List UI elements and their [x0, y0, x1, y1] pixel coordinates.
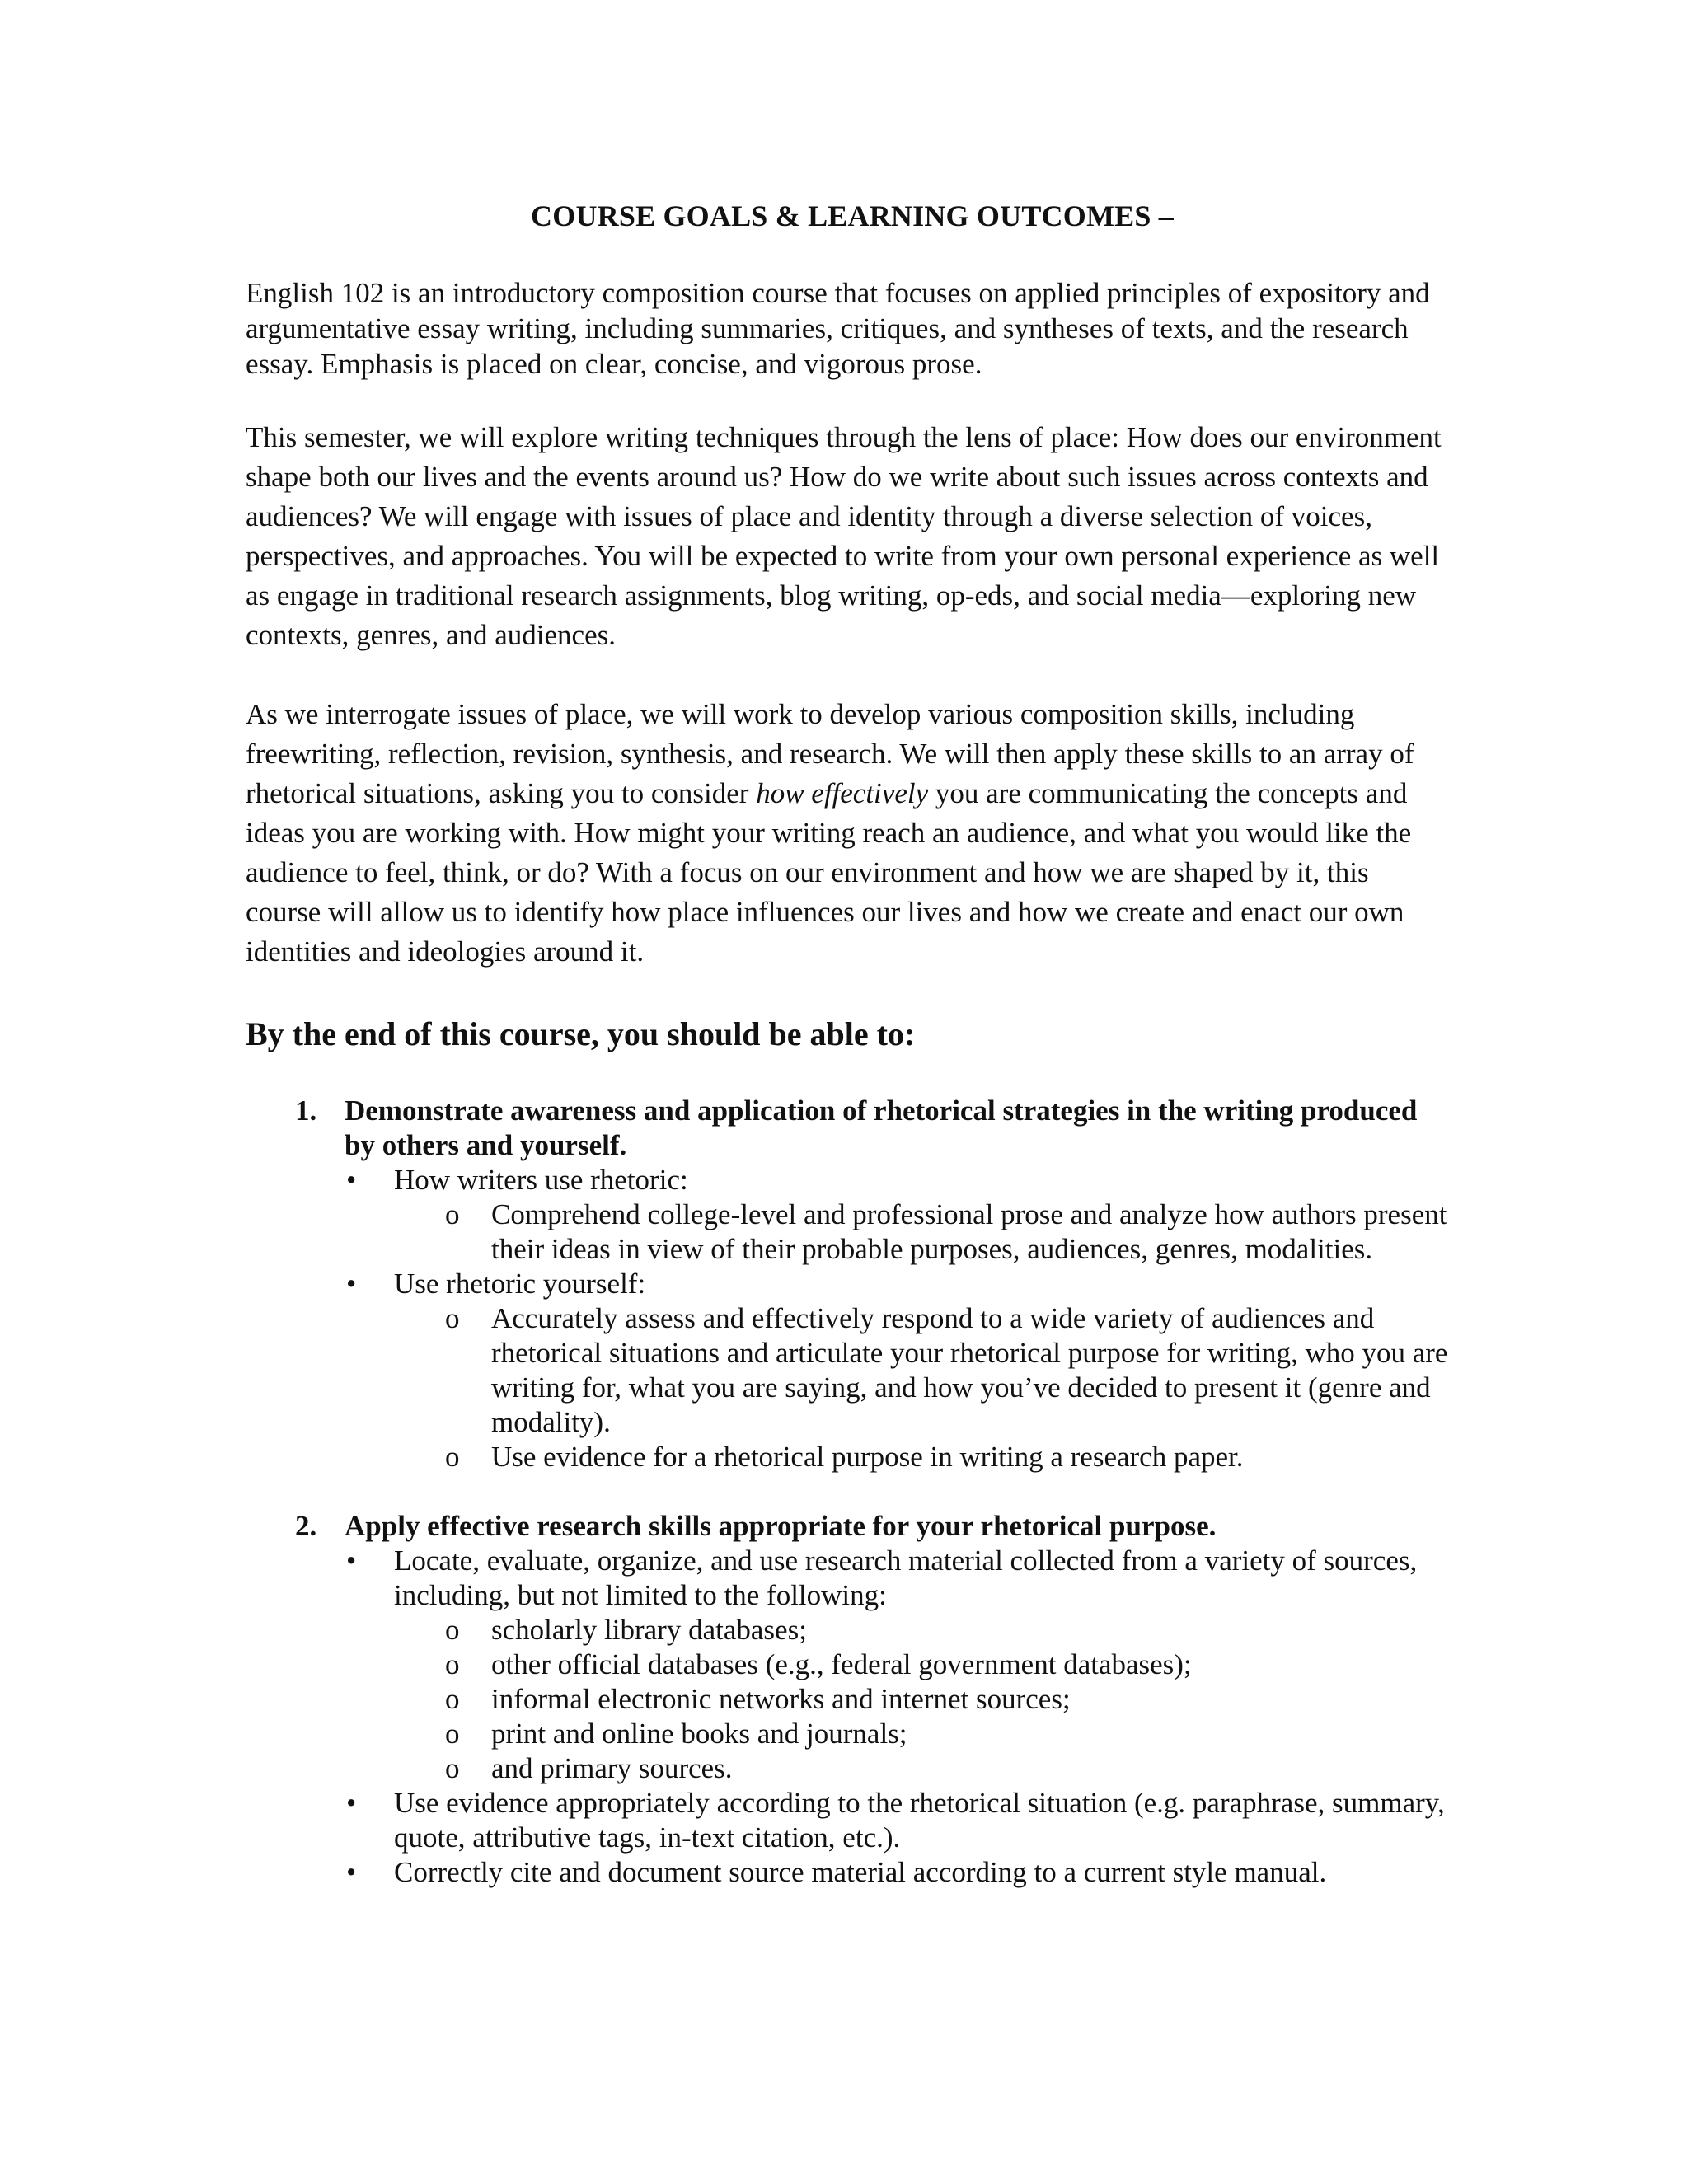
circle-bullet-icon: o: [445, 1198, 460, 1230]
goal-subsub-item: [394, 1682, 1449, 1717]
goal-subsub-text: Use evidence for a rhetorical purpose in writing a research paper.: [491, 1441, 1244, 1473]
interrogate-paragraph: [246, 695, 1449, 972]
goal-sub-list: [345, 1544, 1449, 1890]
goal-sub-text: How writers use rhetoric:: [394, 1164, 688, 1196]
circle-bullet-icon: o: [445, 1683, 460, 1715]
goal-title: Apply effective research skills appropriate for your rhetorical purpose.: [345, 1510, 1217, 1542]
semester-paragraph: This semester, we will explore writing techniques through the lens of place: How does our environment shape both our lives and the events around us? How do we write about such issues across contexts and audiences? We will engage with issues of place and identity through a diverse selection of voices, perspectives, and approaches. You will be expected to write from your own personal experience as well as engage in traditional research assignments, blog writing, op-eds, and social media—exploring new contexts, genres, and audiences.: [246, 421, 1442, 651]
goal-subsub-text: scholarly library databases;: [491, 1614, 807, 1646]
interrogate-emphasis: how effectively: [756, 777, 929, 809]
goal-subsub-text: informal electronic networks and internet sources;: [491, 1683, 1071, 1715]
goal-sub-item: [345, 1544, 1449, 1786]
outcomes-heading: By the end of this course, you should be able to:: [246, 1015, 916, 1052]
goal-subsub-item: [394, 1613, 1449, 1647]
goal-subsub-text: print and online books and journals;: [491, 1718, 907, 1750]
document-page: [246, 198, 1449, 1890]
goal-list: [246, 1094, 1449, 1890]
intro-paragraph: English 102 is an introductory composition course that focuses on applied principles of expository and argumentative essay writing, including summaries, critiques, and syntheses of texts, and the research essay. Emphasis is placed on clear, concise, and vigorous prose.: [246, 277, 1430, 380]
goal-number: 2.: [295, 1510, 317, 1542]
goal-subsub-item: [394, 1717, 1449, 1751]
bullet-icon: •: [346, 1544, 357, 1577]
goal-item: [246, 1509, 1449, 1890]
goal-subsub-item: [394, 1301, 1449, 1440]
goal-sub-item: [345, 1267, 1449, 1474]
goal-sub-item: [345, 1786, 1449, 1855]
circle-bullet-icon: o: [445, 1441, 460, 1473]
circle-bullet-icon: o: [445, 1752, 460, 1784]
bullet-icon: •: [346, 1856, 357, 1888]
goal-sub-list: [345, 1163, 1449, 1474]
goal-subsub-item: [394, 1197, 1449, 1267]
goal-subsub-text: Accurately assess and effectively respond to a wide variety of audiences and rhetorical situations and articulate your rhetorical purpose for writing, who you are writing for, what you are saying, and how you’ve decided to present it (genre and modality).: [491, 1302, 1448, 1438]
goal-sub-text: Locate, evaluate, organize, and use research material collected from a variety of sources, including, but not limited to the following:: [394, 1544, 1418, 1611]
goal-sub-text: Use rhetoric yourself:: [394, 1268, 646, 1300]
goal-sub-text: Correctly cite and document source material according to a current style manual.: [394, 1856, 1327, 1888]
goal-subsub-list: [394, 1197, 1449, 1267]
bullet-icon: •: [346, 1787, 357, 1819]
goal-title: Demonstrate awareness and application of rhetorical strategies in the writing produced by others and yourself.: [345, 1094, 1418, 1161]
bullet-icon: •: [346, 1268, 357, 1300]
goal-number: 1.: [295, 1094, 317, 1127]
goal-sub-item: [345, 1163, 1449, 1267]
goal-subsub-item: [394, 1647, 1449, 1682]
goal-subsub-list: [394, 1301, 1449, 1474]
interrogate-text-before: As we interrogate issues of place, we will work to develop various composition skills, including freewriting, reflection, revision, synthesis, and research. We will then apply these skills to an array of rhetorical situations, asking you to consider: [246, 698, 1414, 809]
goal-item: [246, 1094, 1449, 1474]
goal-subsub-item: [394, 1751, 1449, 1786]
goal-sub-item: [345, 1855, 1449, 1890]
goal-subsub-item: [394, 1440, 1449, 1474]
circle-bullet-icon: o: [445, 1648, 460, 1680]
circle-bullet-icon: o: [445, 1614, 460, 1646]
circle-bullet-icon: o: [445, 1718, 460, 1750]
goal-subsub-list: [394, 1613, 1449, 1786]
circle-bullet-icon: o: [445, 1302, 460, 1334]
goal-subsub-text: Comprehend college-level and professional prose and analyze how authors present their ideas in view of their probable purposes, audiences, genres, modalities.: [491, 1198, 1447, 1265]
bullet-icon: •: [346, 1164, 357, 1196]
interrogate-text-after: you are communicating the concepts and ideas you are working with. How might your writing reach an audience, and what you would like the audience to feel, think, or do? With a focus on our environment and how we are shaped by it, this course will allow us to identify how place influences our lives and how we create and enact our own identities and ideologies around it.: [246, 777, 1412, 968]
goal-sub-text: Use evidence appropriately according to the rhetorical situation (e.g. paraphrase, summary, quote, attributive tags, in-text citation, etc.).: [394, 1787, 1445, 1854]
goal-subsub-text: and primary sources.: [491, 1752, 733, 1784]
document-title: COURSE GOALS & LEARNING OUTCOMES –: [531, 199, 1174, 232]
goal-subsub-text: other official databases (e.g., federal government databases);: [491, 1648, 1192, 1680]
